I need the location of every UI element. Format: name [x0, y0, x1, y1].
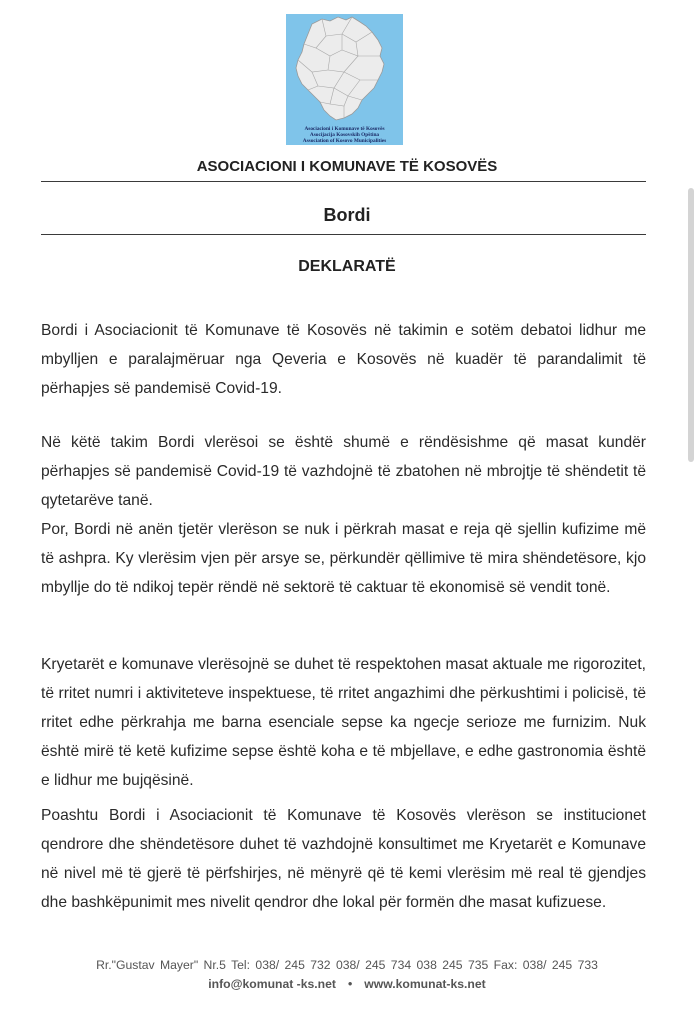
header-divider	[41, 181, 646, 182]
section-divider	[41, 234, 646, 235]
paragraph: Kryetarët e komunave vlerësojnë se duhet të respektohen masat aktuale me rigorozitet, të rritet numri i aktiviteteve inspektuese, të rritet angazhimi dhe përkushtimi i policisë, të rritet edhe përkrahja me barna esenciale sepse ka ngecje serioze me furnizim. Nuk është mirë të ketë kufizime sepse është koha e të mbjellave, e edhe gastronomia është e lidhur me bujqësinë.	[41, 656, 646, 789]
logo-caption-line: Asocijacija Kosovskih Opština	[309, 131, 380, 138]
association-logo	[286, 14, 403, 145]
scrollbar[interactable]	[688, 188, 694, 462]
logo-caption-line: Association of Kosovo Municipalities	[302, 138, 387, 145]
organization-title: ASOCIACIONI I KOMUNAVE TË KOSOVËS	[196, 158, 498, 175]
paragraph: Në këtë takim Bordi vlerësoi se është shumë e rëndësishme që masat kundër përhapjes së pandemisë Covid-19 të vazhdojnë të zbatohen në mbrojtje të shëndetit të qytetarëve tanë.	[41, 434, 646, 509]
footer-email-link[interactable]: info@komunat -ks.net	[208, 977, 336, 991]
paragraph: Poashtu Bordi i Asociacionit të Komunave të Kosovës vlerëson se institucionet qendrore dhe shëndetësore duhet të vazhdojnë konsultimet me Kryetarët e Komunave në nivel më të gjerë të përfshirjes, në mënyrë që të kemi vlerësim më real të gjendjes dhe bashkëpunimit mes nivelit qendror dhe lokal për formën dhe masat kufizuese.	[41, 807, 646, 911]
footer-separator: •	[347, 977, 353, 991]
footer-address: Rr."Gustav Mayer" Nr.5 Tel: 038/ 245 732 038/ 245 734 038 245 735 Fax: 038/ 245 733	[96, 958, 598, 972]
paragraph: Por, Bordi në anën tjetër vlerëson se nuk i përkrah masat e reja që sjellin kufizime më të ashpra. Ky vlerësim vjen për arsye se, përkundër qëllimive të mira shëndetësore, kjo mbyllje do të ndikoj tepër rëndë në sektorë të caktuar të ekonomisë së vendit tonë.	[41, 521, 646, 596]
kosovo-map-icon	[286, 14, 403, 126]
paragraph: Bordi i Asociacionit të Komunave të Kosovës në takimin e sotëm debatoi lidhur me mbylljen e paralajmëruar nga Qeveria e Kosovës në kuadër të parandalimit të përhapjes së pandemisë Covid-19.	[41, 322, 646, 397]
logo-caption	[286, 125, 403, 145]
footer-website-link[interactable]: www.komunat-ks.net	[364, 977, 486, 991]
logo-caption-line: Asociacioni i Komunave të Kosovës	[304, 125, 385, 132]
document-type-title: DEKLARATË	[298, 258, 396, 275]
footer-contact	[0, 977, 694, 991]
section-title: Bordi	[323, 205, 371, 225]
